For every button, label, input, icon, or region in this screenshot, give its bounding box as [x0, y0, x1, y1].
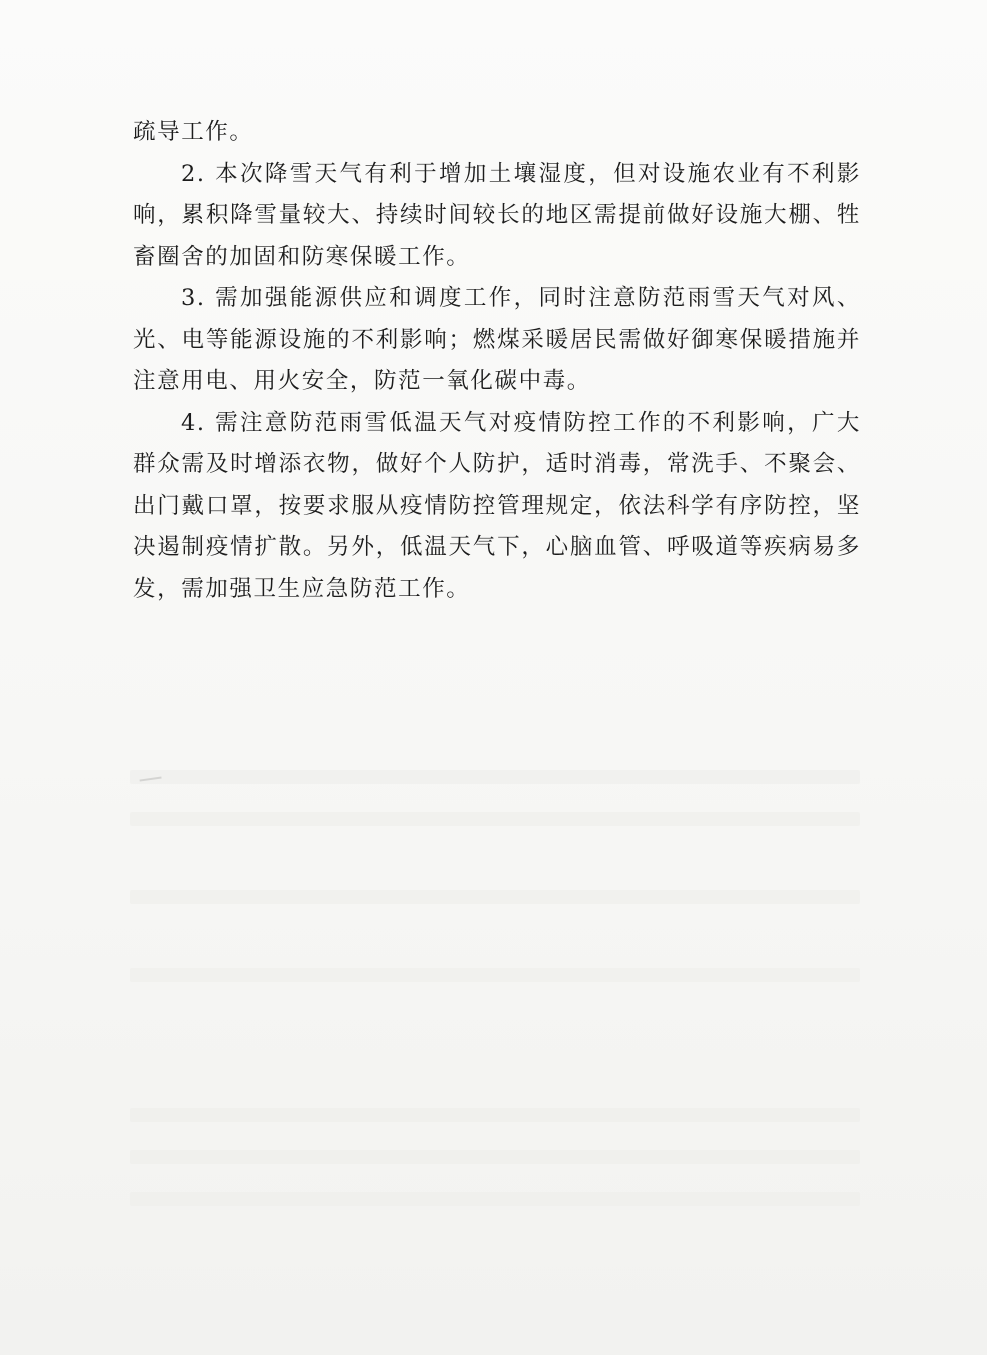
paragraph-continuation: 疏导工作。: [133, 119, 254, 145]
scan-mark: [140, 777, 163, 788]
paragraph-item-4: 4. 需注意防范雨雪低温天气对疫情防控工作的不利影响，广大群众需及时增添衣物，做好个人防护，适时消毒，常洗手、不聚会、出门戴口罩，按要求服从疫情防控管理规定，依法科学有序防控，坚决遏制疫情扩散。另外，低温天气下，心脑血管、呼吸道等疾病易多发，需加强卫生应急防范工作。: [133, 409, 861, 602]
bleed-through-band: [130, 1150, 860, 1164]
body-text: [133, 112, 861, 610]
bleed-through-band: [130, 890, 860, 904]
bleed-through-band: [130, 1108, 860, 1122]
bleed-through-band: [130, 812, 860, 826]
bleed-through-band: [130, 968, 860, 982]
bleed-through-band: [130, 1192, 860, 1206]
bleed-through-band: [130, 770, 860, 784]
paragraph-item-2: 2. 本次降雪天气有利于增加土壤湿度，但对设施农业有不利影响，累积降雪量较大、持续时间较长的地区需提前做好设施大棚、牲畜圈舍的加固和防寒保暖工作。: [133, 160, 861, 270]
paragraph-item-3: 3. 需加强能源供应和调度工作，同时注意防范雨雪天气对风、光、电等能源设施的不利影响；燃煤采暖居民需做好御寒保暖措施并注意用电、用火安全，防范一氧化碳中毒。: [133, 285, 861, 394]
